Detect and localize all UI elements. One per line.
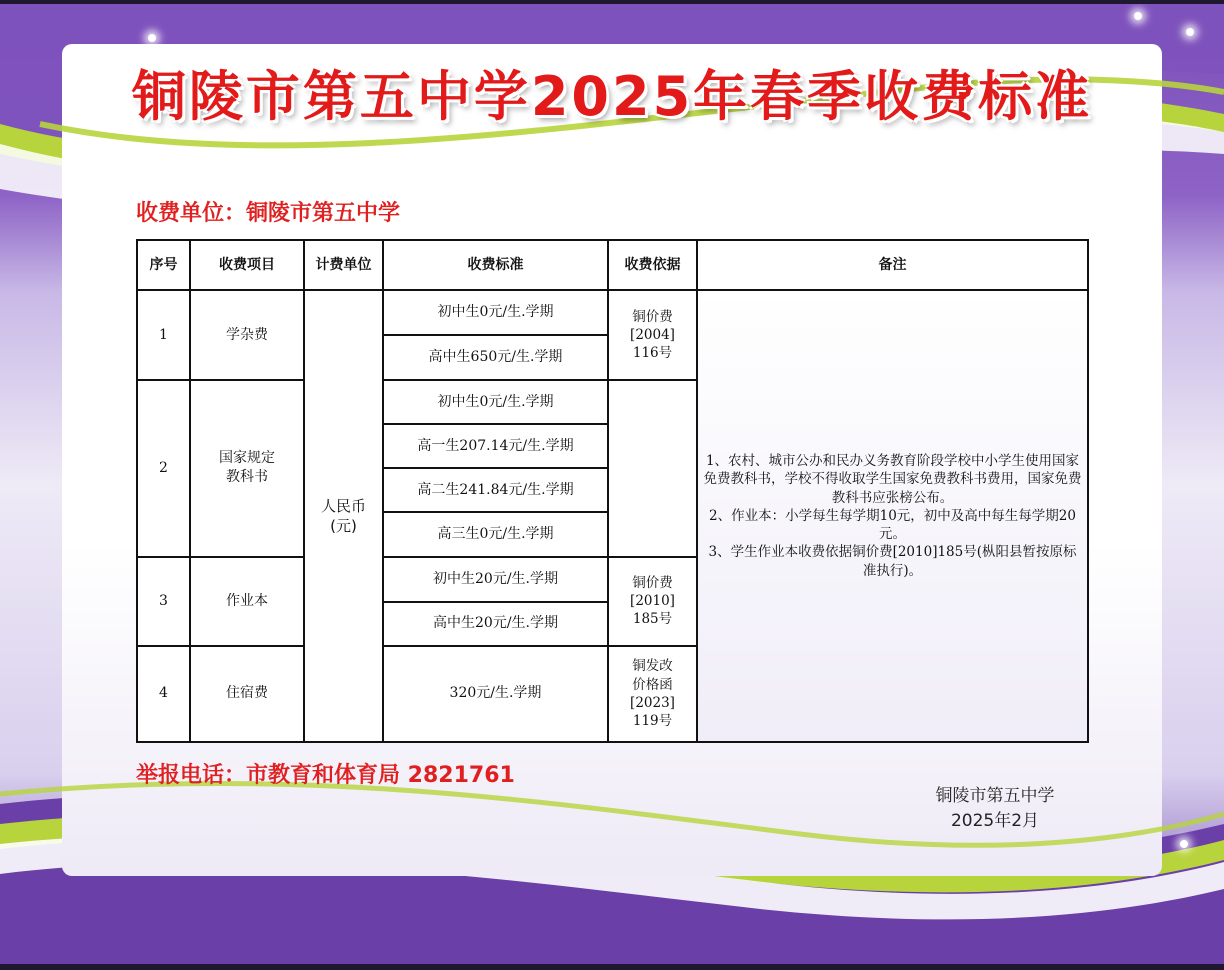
fee-basis-text: 铜价费 [2004] 116号 — [630, 308, 675, 362]
fee-basis — [608, 557, 697, 646]
fee-standard: 高中生650元/生.学期 — [383, 335, 608, 380]
fee-standard: 高一生207.14元/生.学期 — [383, 424, 608, 468]
sparkle-icon — [1180, 840, 1188, 848]
report-phone: 举报电话：市教育和体育局 2821761 — [136, 763, 515, 788]
signature-block — [900, 784, 1090, 833]
row-no: 1 — [137, 290, 190, 380]
remarks — [697, 290, 1088, 742]
fee-basis — [608, 646, 697, 742]
row-no: 4 — [137, 646, 190, 742]
signature-org: 铜陵市第五中学 — [935, 786, 1055, 806]
fee-standard: 高二生241.84元/生.学期 — [383, 468, 608, 512]
fee-standard: 初中生20元/生.学期 — [383, 557, 608, 602]
row-item — [190, 380, 304, 556]
table-header-row — [137, 240, 1088, 290]
charging-unit: 收费单位：铜陵市第五中学 — [136, 201, 401, 226]
sparkle-icon — [1134, 12, 1142, 20]
billing-unit-text: 人民币 (元) — [320, 496, 366, 535]
header-remarks: 备注 — [697, 240, 1088, 290]
fee-basis-text: 铜发改 价格函 [2023] 119号 — [630, 658, 675, 730]
billing-unit — [304, 290, 383, 742]
fee-basis-text: 铜价费 [2010] 185号 — [630, 574, 675, 628]
sparkle-icon — [1186, 28, 1194, 36]
fee-standard: 320元/生.学期 — [383, 646, 608, 742]
header-standard: 收费标准 — [383, 240, 608, 290]
row-item: 作业本 — [190, 557, 304, 646]
header-basis: 收费依据 — [608, 240, 697, 290]
header-item: 收费项目 — [190, 240, 304, 290]
table-row — [137, 290, 1088, 335]
sparkle-icon — [148, 34, 156, 42]
fee-basis — [608, 380, 697, 556]
fee-table — [136, 239, 1089, 743]
remarks-text: 1、农村、城市公办和民办义务教育阶段学校中小学生使用国家免费教科书，学校不得收取学生国家免费教科书费用，国家免费教科书应张榜公布。 2、作业本：小学每生每学期10元，初中及高中每生每学期20元。 3、学生作业本收费依据铜价费[2010]185号(枞阳县暂按原标准执行)。 — [703, 453, 1082, 579]
header-no: 序号 — [137, 240, 190, 290]
row-item: 学杂费 — [190, 290, 304, 380]
fee-standard: 高中生20元/生.学期 — [383, 602, 608, 646]
signature-date: 2025年2月 — [950, 810, 1040, 831]
row-no: 3 — [137, 557, 190, 646]
page-title: 铜陵市第五中学2025年春季收费标准 — [131, 65, 1093, 128]
fee-standard: 初中生0元/生.学期 — [383, 380, 608, 424]
header-unit: 计费单位 — [304, 240, 383, 290]
row-no: 2 — [137, 380, 190, 556]
row-item-text: 国家规定 教科书 — [219, 450, 275, 486]
row-item: 住宿费 — [190, 646, 304, 742]
fee-standard: 高三生0元/生.学期 — [383, 512, 608, 556]
fee-standard: 初中生0元/生.学期 — [383, 290, 608, 335]
fee-basis — [608, 290, 697, 380]
